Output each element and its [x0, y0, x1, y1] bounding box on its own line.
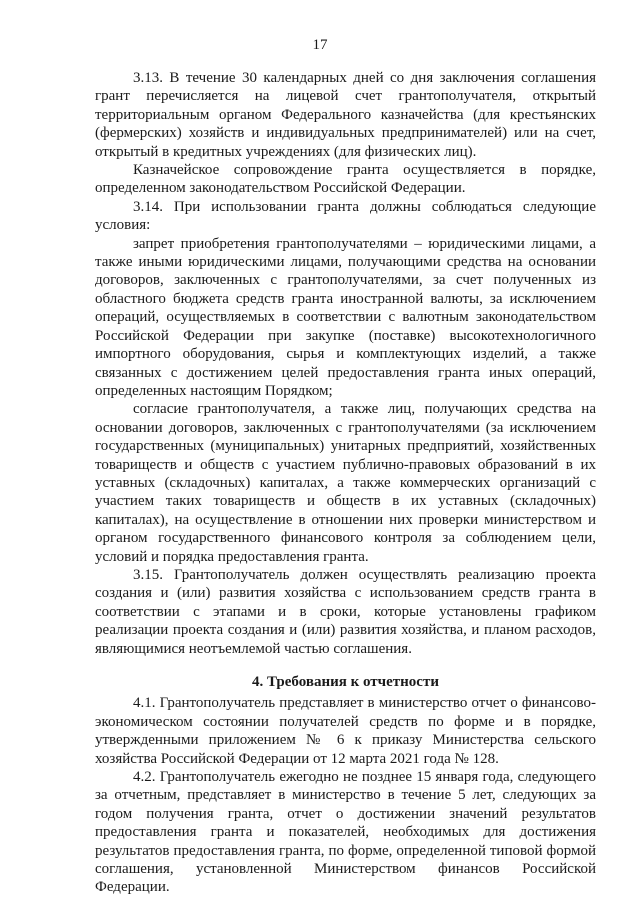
document-body — [95, 69, 596, 897]
paragraph-3-14: 3.14. При использовании гранта должны соблюдаться следующие условия: — [95, 198, 596, 234]
paragraph-inspection-consent: согласие грантополучателя, а также лиц, получающих средства на основании договоров, заключенных с грантополучателями (за исключением государственных (муниципальных) унитарных предприятий, хозяйственных товариществ и обществ с участием публично-правовых образований в их уставных (складочных) капиталах, а также коммерческих организаций с участием таких товариществ и обществ в их уставных (складочных) капиталах), на осуществление в отношении них проверки министерством и органом государственного финансового контроля за соблюдением цели, условий и порядка предоставления гранта. — [95, 401, 596, 565]
paragraph-4-1: 4.1. Грантополучатель представляет в министерство отчет о финансово-экономическом состоянии получателей средств по форме и в порядке, утвержденными приложением № 6 к приказу Министерства сельского хозяйства Российской Федерации от 12 марта 2021 года № 128. — [95, 695, 596, 767]
paragraph-3-15: 3.15. Грантополучатель должен осуществлять реализацию проекта создания и (или) развития хозяйства с использованием средств гранта в соответствии с этапами и в сроки, которые установлены графиком реализации проекта создания и (или) развития хозяйства, и планом расходов, являющимися неотъемлемой частью соглашения. — [95, 566, 596, 657]
paragraph-treasury-support: Казначейское сопровождение гранта осуществляется в порядке, определенном законодательством Российской Федерации. — [95, 162, 596, 197]
paragraph-3-13: 3.13. В течение 30 календарных дней со дня заключения соглашения грант перечисляется на лицевой счет грантополучателя, открытый территориальным органом Федерального казначейства (для крестьянских (фермерских) хозяйств и индивидуальных предпринимателей) или на счет, открытый в кредитных учреждениях (для физических лиц). — [95, 70, 596, 160]
paragraph-4-2: 4.2. Грантополучатель ежегодно не позднее 15 января года, следующего за отчетным, представляет в министерство в течение 5 лет, следующих за годом получения гранта, отчет о достижении значений результатов предоставления гранта и показателей, необходимых для достижения результатов предоставления гранта, по форме, определенной типовой формой соглашения, установленной Министерством финансов Российской Федерации. — [95, 769, 596, 896]
page-number: 17 — [312, 37, 328, 53]
paragraph-currency-ban: запрет приобретения грантополучателями – юридическими лицами, а также иными юридическими лицами, получающими средства на основании договоров, заключенных с грантополучателями, за счет полученных из областного бюджета средств гранта иностранной валюты, за исключением операций, осуществляемых в соответствии с валютным законодательством Российской Федерации при закупке (поставке) высокотехнологичного импортного оборудования, сырья и комплектующих изделий, а также связанных с достижением целей предоставления гранта иных операций, определенных настоящим Порядком; — [95, 235, 596, 399]
section-heading: 4. Требования к отчетности — [252, 674, 439, 690]
